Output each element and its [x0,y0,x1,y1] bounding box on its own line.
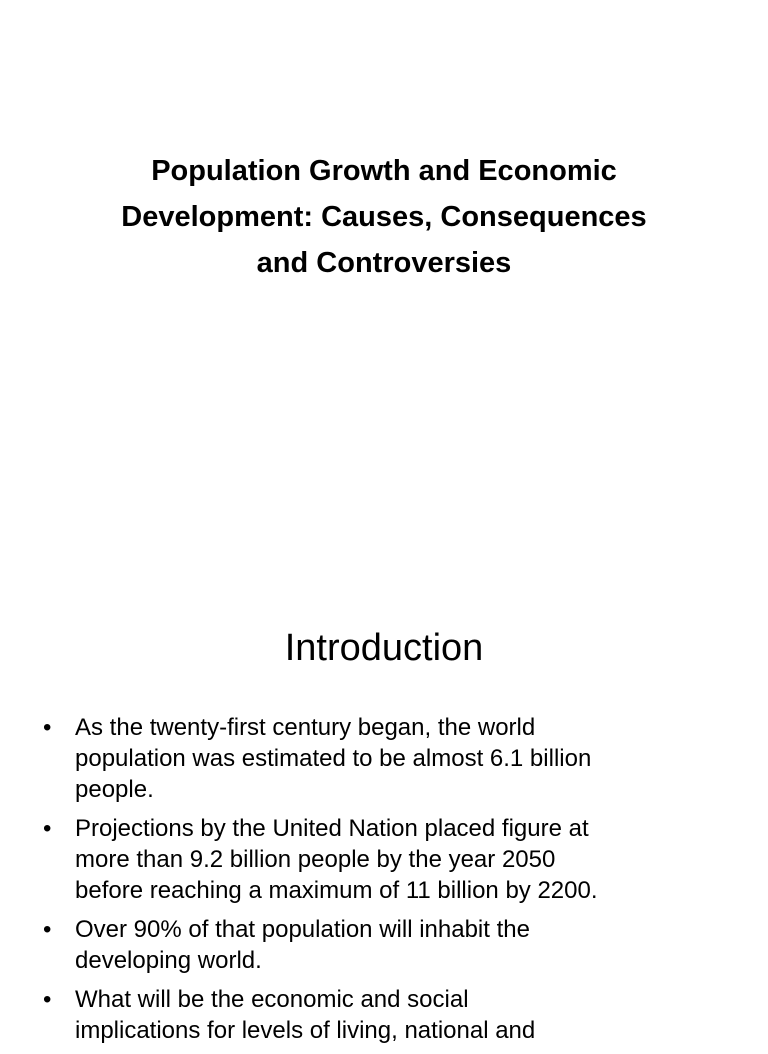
bullet-list [40,712,740,1054]
title-line: and Controversies [256,247,512,279]
bullet-icon: • [43,815,52,842]
bullet-icon: • [43,986,52,1013]
bullet-line: Projections by the United Nation placed figure at [75,815,589,842]
bullet-item [40,813,740,906]
bullet-icon: • [43,714,52,741]
bullet-line: implications for levels of living, national and [75,1017,536,1044]
slide-title [60,148,708,286]
bullet-line: population was estimated to be almost 6.1 billion [75,745,592,772]
bullet-item [40,914,740,976]
bullet-item [40,984,740,1046]
introduction-slide [0,576,768,1044]
bullet-line: Over 90% of that population will inhabit the [75,916,530,943]
title-line: Population Growth and Economic [151,155,617,187]
title-line: Development: Causes, Consequences [121,201,647,233]
bullet-line: As the twenty-first century began, the world [75,714,536,741]
bullet-line: people. [75,776,154,803]
bullet-line: What will be the economic and social [75,986,469,1013]
bullet-item [40,712,740,805]
bullet-line: developing world. [75,947,262,974]
slide-heading: Introduction [284,627,484,669]
bullet-line: more than 9.2 billion people by the year 2050 [75,846,556,873]
bullet-icon: • [43,916,52,943]
bullet-line: before reaching a maximum of 11 billion by 2200. [75,877,598,904]
